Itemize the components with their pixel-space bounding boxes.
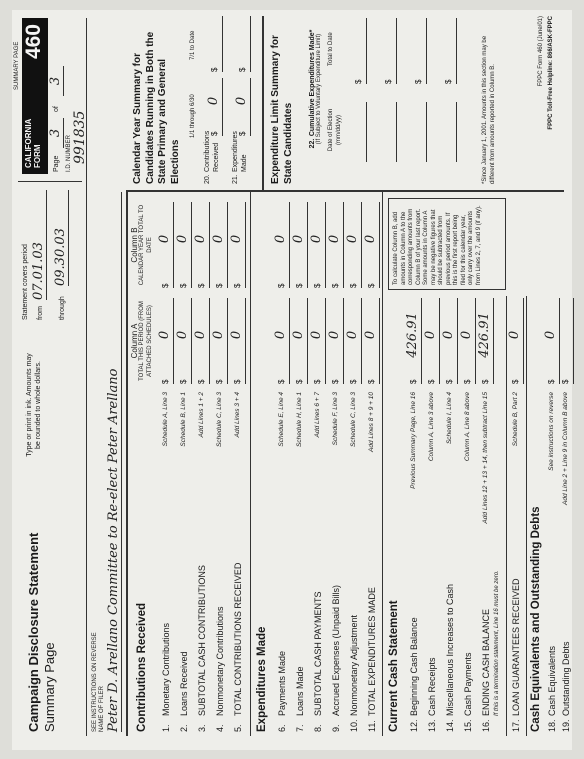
- dollar-sign: $: [409, 379, 418, 384]
- row20-num: 20.: [204, 173, 211, 184]
- page-of-label: of: [53, 105, 60, 112]
- line-item-row: [292, 392, 308, 732]
- line-label: Loans Made: [295, 665, 305, 716]
- line-item-row: [310, 392, 326, 732]
- column-a-value: 0: [229, 330, 244, 339]
- total-to-date-field[interactable]: [412, 18, 427, 84]
- line-label: Cash Payments: [463, 651, 473, 716]
- line-label: Miscellaneous Increases to Cash: [445, 583, 455, 716]
- column-a-amount-field[interactable]: [479, 298, 494, 384]
- schedule-reference: Add Lines 6 + 7: [314, 391, 321, 437]
- line-number: 2.: [179, 723, 189, 732]
- column-a-header: [130, 298, 154, 384]
- line-label: LOAN GUARANTEES RECEIVED: [511, 577, 521, 716]
- column-a-value: 426.91: [405, 311, 420, 358]
- line-item-row: [364, 392, 380, 732]
- column-a-amount-field[interactable]: [347, 298, 362, 384]
- schedule-reference: Schedule C, Line 3: [350, 391, 357, 447]
- from-label: from: [37, 305, 44, 320]
- period-label: Statement covers period: [22, 243, 29, 320]
- ink-instructions: Type or print in ink. Amounts may be rounded to whole dollars.: [26, 352, 42, 457]
- line-item-row: [460, 392, 476, 732]
- line-item-row: [158, 392, 174, 732]
- termination-note: If this is a termination statement, Line 16 must be zero.: [494, 569, 500, 716]
- schedule-reference: Add Lines 3 + 4: [234, 391, 241, 437]
- line-number: 17.: [511, 718, 521, 732]
- column-a-value: 0: [309, 330, 324, 339]
- dollar-sign: $: [179, 379, 188, 384]
- line-number: 5.: [233, 723, 243, 732]
- dollar-sign: $: [349, 379, 358, 384]
- column-a-value: 0: [211, 330, 226, 339]
- dollar-sign: $: [414, 79, 423, 84]
- line-label: TOTAL CONTRIBUTIONS RECEIVED: [233, 562, 243, 716]
- line-item-row: [346, 392, 362, 732]
- column-a-amount-field[interactable]: [293, 298, 308, 384]
- dollar-sign: $: [445, 379, 454, 384]
- column-a-value: 0: [157, 330, 172, 339]
- election-date-label: Date of Election (mm/dd/yy): [328, 108, 342, 151]
- dollar-sign: $: [233, 379, 242, 384]
- dollar-sign: $: [238, 67, 247, 72]
- row21-value: 0: [234, 96, 249, 105]
- column-a-amount-field[interactable]: [443, 298, 458, 384]
- line-number: 4.: [215, 723, 225, 732]
- line-label: TOTAL EXPENDITURES MADE: [367, 586, 377, 716]
- line-label: Outstanding Debts: [561, 640, 571, 716]
- header-rule: [86, 18, 87, 736]
- row21-num: 21.: [232, 173, 239, 184]
- column-a-value: 0: [459, 330, 474, 339]
- schedule-reference: Schedule I, Line 4: [446, 391, 453, 444]
- row21-col2-field[interactable]: [236, 16, 251, 72]
- row20-label: Contributions Received: [204, 130, 220, 172]
- page-total-field[interactable]: 3: [48, 66, 64, 96]
- form-name: CALIFORNIA FORM: [24, 118, 42, 168]
- through-date-field[interactable]: 09.30.03: [53, 190, 69, 286]
- schedule-reference: See instructions on reverse: [548, 391, 555, 471]
- equivalents-rule: [526, 296, 527, 736]
- line22-block: [306, 16, 322, 162]
- column-a-amount-field[interactable]: [545, 298, 560, 384]
- campaign-disclosure-form: [12, 10, 572, 750]
- line-label: Beginning Cash Balance: [409, 616, 419, 716]
- column-b-amount-field[interactable]: [195, 202, 210, 288]
- line-label: Accrued Expenses (Unpaid Bills): [331, 584, 341, 716]
- column-b-value: 0: [211, 234, 226, 243]
- cash-heading: Current Cash Statement: [388, 599, 400, 732]
- column-a-amount-field[interactable]: [275, 298, 290, 384]
- dollar-sign: $: [238, 131, 247, 136]
- column-a-value: 0: [193, 330, 208, 339]
- line-item-row: [328, 392, 344, 732]
- id-number-block: [66, 18, 88, 174]
- limit-rule: [262, 16, 264, 192]
- dollar-sign: $: [233, 283, 242, 288]
- calendar-row-20: [202, 16, 226, 184]
- page-row: [50, 18, 64, 174]
- schedule-reference: Column A, Line 3 above: [428, 391, 435, 461]
- dollar-sign: $: [313, 283, 322, 288]
- line-label: Nonmonetary Adjustment: [349, 614, 359, 716]
- column-a-value: 0: [273, 330, 288, 339]
- line-item-row: [508, 392, 524, 732]
- line-item-row: [212, 392, 228, 732]
- dollar-sign: $: [277, 283, 286, 288]
- dollar-sign: $: [444, 79, 453, 84]
- line-label: Nonmonetary Contributions: [215, 605, 225, 716]
- line-number: 10.: [349, 718, 359, 732]
- column-b-value: 0: [229, 234, 244, 243]
- line-number: 14.: [445, 718, 455, 732]
- dollar-sign: $: [349, 283, 358, 288]
- dollar-sign: $: [481, 379, 490, 384]
- from-date-field[interactable]: 07.01.03: [31, 190, 47, 300]
- schedule-reference: Schedule E, Line 4: [278, 391, 285, 447]
- column-a-title: Column A: [130, 323, 139, 358]
- column-a-amount-field[interactable]: [425, 298, 440, 384]
- schedule-reference: Add Lines 8 + 9 + 10: [368, 391, 375, 452]
- line-number: 16.: [481, 718, 491, 732]
- dollar-sign: $: [210, 131, 219, 136]
- column-b-value: 0: [309, 234, 324, 243]
- dollar-sign: $: [295, 379, 304, 384]
- column-a-amount-field[interactable]: [311, 298, 326, 384]
- page-label: Page: [53, 155, 60, 172]
- line-item-row: [230, 392, 246, 732]
- form-id: FPPC Form 460 (June/01): [538, 15, 544, 86]
- column-b-value: 0: [327, 234, 342, 243]
- column-b-amount-field[interactable]: [311, 202, 326, 288]
- dollar-sign: $: [277, 379, 286, 384]
- dollar-sign: $: [331, 283, 340, 288]
- calendar-col2-label: 7/1 to Date: [190, 30, 196, 60]
- dollar-sign: $: [547, 379, 556, 384]
- line-label: SUBTOTAL CASH PAYMENTS: [313, 590, 323, 716]
- schedule-reference: Add Lines 1 + 2: [198, 391, 205, 437]
- filer-label: NAME OF FILER: [99, 685, 105, 732]
- form-number-box: [22, 18, 48, 174]
- column-b-amount-field[interactable]: [177, 202, 192, 288]
- column-a-amount-field[interactable]: [559, 298, 574, 384]
- column-b-value: 0: [345, 234, 360, 243]
- dollar-sign: $: [295, 283, 304, 288]
- line-label: Cash Receipts: [427, 656, 437, 716]
- line-label: Payments Made: [277, 650, 287, 716]
- column-b-amount-field[interactable]: [213, 202, 228, 288]
- row21-label: Expenditures Made: [232, 130, 248, 172]
- dollar-sign: $: [313, 379, 322, 384]
- column-a-value: 426.91: [477, 311, 492, 358]
- column-a-amount-field[interactable]: [329, 298, 344, 384]
- expenditures-heading: Expenditures Made: [256, 626, 268, 732]
- column-b-sub: CALENDAR YEAR TOTAL TO DATE: [139, 204, 153, 285]
- dollar-sign: $: [161, 379, 170, 384]
- line-label: Cash Equivalents: [547, 645, 557, 716]
- line-number: 18.: [547, 718, 557, 732]
- line22-sub: (If Subject to Voluntary Expenditure Limit): [316, 33, 322, 144]
- dollar-sign: $: [367, 283, 376, 288]
- column-b-value: 0: [291, 234, 306, 243]
- election-date-field[interactable]: [382, 102, 397, 162]
- line-label: Monetary Contributions: [161, 622, 171, 716]
- column-b-value: 0: [363, 234, 378, 243]
- line-item-row: [274, 392, 290, 732]
- line-number: 15.: [463, 718, 473, 732]
- column-a-amount-field[interactable]: [509, 298, 524, 384]
- line-label: SUBTOTAL CASH CONTRIBUTIONS: [197, 564, 207, 716]
- column-a-amount-field[interactable]: [365, 298, 380, 384]
- calendar-summary-heading: Calendar Year Summary for Candidates Running in Both the State Primary and General Elections: [132, 31, 181, 184]
- column-a-value: 0: [363, 330, 378, 339]
- dollar-sign: $: [197, 379, 206, 384]
- column-a-amount-field[interactable]: [177, 298, 192, 384]
- column-a-value: 0: [423, 330, 438, 339]
- line-number: 1.: [161, 723, 171, 732]
- column-a-amount-field[interactable]: [213, 298, 228, 384]
- line-number: 12.: [409, 718, 419, 732]
- dollar-sign: $: [197, 283, 206, 288]
- line-number: 9.: [331, 723, 341, 732]
- column-b-note: To calculate Column B, add amounts in Column A to the corresponding amounts from Column B of your last report. Some amounts in Column A may be negative figures that should be subtracted from previous period amounts. If this is the first report being filed for this calendar year, only carry over the amounts from Lines 2, 7, and 9 (if any).: [388, 198, 506, 290]
- line-item-row: [478, 392, 494, 732]
- total-to-date-label: Total to Date: [328, 31, 334, 66]
- column-b-amount-field[interactable]: [231, 202, 246, 288]
- line-number: 3.: [197, 723, 207, 732]
- column-b-header: [130, 202, 154, 288]
- row20-col1-field[interactable]: [208, 78, 223, 136]
- column-b-value: 0: [175, 234, 190, 243]
- line-item-row: [406, 392, 422, 732]
- through-label: through: [59, 295, 66, 320]
- column-b-value: 0: [157, 234, 172, 243]
- line-number: 7.: [295, 723, 305, 732]
- line-number: 8.: [313, 723, 323, 732]
- row20-col2-field[interactable]: [208, 16, 223, 72]
- column-b-amount-field[interactable]: [275, 202, 290, 288]
- schedule-reference: Add Line 2 + Line 9 in Column B above: [562, 391, 569, 505]
- schedule-reference: Schedule C, Line 3: [216, 391, 223, 447]
- total-to-date-field[interactable]: [352, 18, 367, 84]
- dollar-sign: $: [384, 79, 393, 84]
- dollar-sign: $: [215, 379, 224, 384]
- election-date-field[interactable]: [442, 102, 457, 162]
- total-to-date-field[interactable]: [442, 18, 457, 84]
- center-divider: [126, 190, 564, 192]
- column-b-amount-field[interactable]: [159, 202, 174, 288]
- line-label: Loans Received: [179, 650, 189, 716]
- dollar-sign: $: [331, 379, 340, 384]
- column-b-value: 0: [193, 234, 208, 243]
- dollar-sign: $: [210, 67, 219, 72]
- dollar-sign: $: [511, 379, 520, 384]
- expenditures-rule: [250, 192, 251, 736]
- dollar-sign: $: [463, 379, 472, 384]
- column-a-amount-field[interactable]: [407, 298, 422, 384]
- column-a-value: 0: [543, 330, 558, 339]
- column-a-value: 0: [291, 330, 306, 339]
- schedule-reference: Previous Summary Page, Line 16: [410, 391, 417, 489]
- form-number: 460: [22, 23, 45, 59]
- line22-num: 22.: [309, 138, 316, 148]
- total-to-date-field[interactable]: [382, 18, 397, 84]
- column-a-value: 0: [345, 330, 360, 339]
- limit-heading: Expenditure Limit Summary for State Candidates: [270, 34, 294, 184]
- schedule-reference: Schedule A, Line 3: [162, 391, 169, 446]
- schedule-reference: Schedule B, Line 1: [180, 391, 187, 447]
- column-a-amount-field[interactable]: [461, 298, 476, 384]
- calendar-row-21: [230, 16, 254, 184]
- dollar-sign: $: [179, 283, 188, 288]
- line-label: ENDING CASH BALANCE: [481, 608, 491, 716]
- column-a-amount-field[interactable]: [195, 298, 210, 384]
- dollar-sign: $: [367, 379, 376, 384]
- helpline: FPPC Toll-Free Helpline: 866/ASK-FPPC: [548, 15, 554, 130]
- schedule-reference: Schedule H, Line 1: [296, 391, 303, 447]
- filer-name-field[interactable]: Peter D. Arellano Committee to Re-elect Peter Arellano: [106, 192, 122, 732]
- line-number: 13.: [427, 718, 437, 732]
- column-b-amount-field[interactable]: [329, 202, 344, 288]
- column-b-amount-field[interactable]: [347, 202, 362, 288]
- line22-label: Cumulative Expenditures Made*: [309, 29, 316, 136]
- column-a-amount-field[interactable]: [231, 298, 246, 384]
- election-date-field[interactable]: [412, 102, 427, 162]
- period-block: [22, 190, 71, 320]
- column-a-value: 0: [507, 330, 522, 339]
- row21-col1-field[interactable]: [236, 78, 251, 136]
- filer-rule: [126, 192, 128, 736]
- line-number: 6.: [277, 723, 287, 732]
- column-b-value: 0: [273, 234, 288, 243]
- column-a-value: 0: [441, 330, 456, 339]
- summary-page-label: SUMMARY PAGE: [14, 41, 20, 90]
- column-b-amount-field[interactable]: [293, 202, 308, 288]
- schedule-reference: Schedule B, Part 2: [512, 391, 519, 446]
- schedule-reference: Add Lines 12 + 13 + 14, then subtract Line 15: [482, 391, 489, 524]
- form-subtitle: Summary Page: [42, 641, 57, 732]
- line-item-row: [442, 392, 458, 732]
- dollar-sign: $: [561, 379, 570, 384]
- header-divider: [18, 181, 82, 182]
- calendar-col1-label: 1/1 through 6/30: [190, 93, 196, 138]
- see-instructions: SEE INSTRUCTIONS ON REVERSE: [92, 631, 98, 732]
- contributions-heading: Contributions Received: [136, 602, 148, 732]
- column-b-amount-field[interactable]: [365, 202, 380, 288]
- page-number-field[interactable]: 3: [48, 118, 64, 148]
- line-item-row: [176, 392, 192, 732]
- column-a-amount-field[interactable]: [159, 298, 174, 384]
- line-number: 11.: [367, 719, 377, 732]
- cash-rule: [382, 192, 383, 736]
- equivalents-heading: Cash Equivalents and Outstanding Debts: [530, 505, 542, 732]
- line-item-row: [558, 392, 574, 732]
- column-a-value: 0: [175, 330, 190, 339]
- id-number-field[interactable]: 991835: [72, 110, 88, 164]
- column-a-sub: TOTAL THIS PERIOD (FROM ATTACHED SCHEDULES): [139, 300, 153, 381]
- schedule-reference: Column A, Line 8 above: [464, 391, 471, 461]
- form-title: Campaign Disclosure Statement: [26, 532, 41, 732]
- line-item-row: [194, 392, 210, 732]
- column-a-value: 0: [327, 330, 342, 339]
- schedule-reference: Schedule F, Line 3: [332, 391, 339, 445]
- line-number: 19.: [561, 718, 571, 732]
- limit-footnote: *Since January 1, 2001. Amounts in this section may be different from amounts reported in Column B.: [482, 35, 496, 184]
- dollar-sign: $: [354, 79, 363, 84]
- column-b-title: Column B: [130, 226, 139, 263]
- id-number-label: I.D. NUMBER: [66, 134, 72, 172]
- line-item-row: [424, 392, 440, 732]
- dollar-sign: $: [161, 283, 170, 288]
- dollar-sign: $: [427, 379, 436, 384]
- dollar-sign: $: [215, 283, 224, 288]
- row20-value: 0: [206, 96, 221, 105]
- election-date-field[interactable]: [352, 102, 367, 162]
